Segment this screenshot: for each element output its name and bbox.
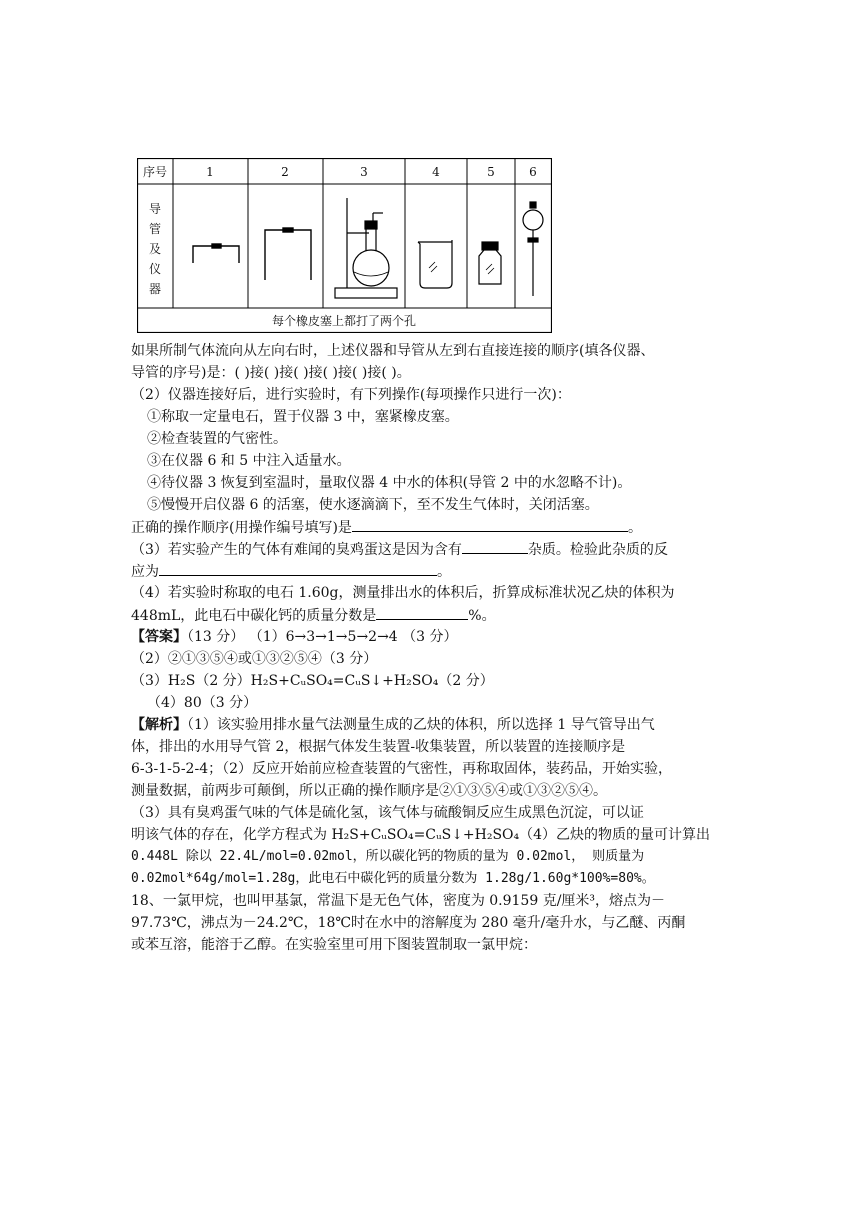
text-line [131,560,741,582]
bent-tube-long-icon [265,228,311,280]
column-number: 5 [487,165,495,179]
row-label-char: 器 [148,282,162,296]
row-label-char: 仪 [148,262,162,276]
apparatus-table-graphic [137,158,552,333]
column-number: 1 [206,165,214,179]
text-line [131,604,741,626]
flask-on-stand-icon [335,198,397,298]
gas-bottle-icon [479,242,501,284]
apparatus-table [137,158,552,333]
question-18-line: 97.73℃，沸点为－24.2℃，18℃时在水中的溶解度为 280 毫升/毫升水，与乙醚、丙酮 [131,915,686,931]
column-number: 4 [432,165,440,179]
text-segment: 杂质。检验此杂质的反 [527,542,668,558]
answer-blank[interactable] [352,516,628,532]
row-label-char: 及 [148,242,162,256]
answer-blank[interactable] [462,538,528,554]
separatory-funnel-icon [523,202,543,296]
text-segment: （3）若实验产生的气体有难闻的臭鸡蛋这是因为含有 [131,542,462,558]
text-line [131,516,741,538]
analysis-line [131,714,741,736]
question-18-line: 18、一氯甲烷，也叫甲基氯，常温下是无色气体，密度为 0.9159 克/厘米³，熔点为－ [131,893,666,909]
operation-item: ⑤慢慢开启仪器 6 的活塞，使水逐滴滴下，至不发生气体时，关闭活塞。 [147,497,599,513]
table-footer: 每个橡皮塞上都打了两个孔 [271,314,417,328]
text-segment: 448mL，此电石中碳化钙的质量分数是 [131,608,377,624]
answer-label: 【答案】 [131,629,187,645]
answer-line: （2）②①③⑤④或①③②⑤④（3 分） [131,651,378,667]
text-line: 导管的序号)是：( )接( )接( )接( )接( )接( )。 [131,365,411,381]
operation-item: ②检查装置的气密性。 [147,431,287,447]
operation-item: ④待仪器 3 恢复到室温时，量取仪器 4 中水的体积(导管 2 中的水忽略不计)。 [147,475,632,491]
column-number: 6 [529,165,537,179]
operation-item: ③在仪器 6 和 5 中注入适量水。 [147,453,351,469]
answer-blank[interactable] [376,604,468,620]
text-segment: 正确的操作顺序(用操作编号填写)是 [131,520,352,536]
text-line: 如果所制气体流向从左向右时，上述仪器和导管从左到右直接连接的顺序(填各仪器、 [131,343,655,359]
analysis-label: 【解析】 [131,717,187,733]
row-label-char: 导 [148,202,162,216]
column-number: 2 [281,165,289,179]
question-text [131,340,741,956]
text-segment: 。 [627,520,642,536]
answer-line: （3）H₂S（2 分）H₂S+CᵤSO₄=CᵤS↓+H₂SO₄（2 分） [131,673,494,689]
question-18-line: 或苯互溶，能溶于乙醇。在实验室里可用下图装置制取一氯甲烷： [131,937,537,953]
beaker-icon [418,240,452,288]
column-number: 3 [360,165,368,179]
analysis-text: （1）该实验用排水量气法测量生成的乙炔的体积，所以选择 1 导气管导出气 [187,717,655,733]
bent-tube-short-icon [193,244,239,263]
answer-line [131,626,741,648]
text-line: （4）若实验时称取的电石 1.60g，测量排出水的体积后，折算成标准状况乙炔的体积为 [131,585,675,601]
analysis-line: 明该气体的存在，化学方程式为 H₂S+CᵤSO₄=CᵤS↓+H₂SO₄（4）乙炔的物质的量可计算出 [131,827,711,843]
row-label-char: 管 [148,222,162,236]
analysis-line: 0.02mol*64g/mol=1.28g，此电石中碳化钙的质量分数为 1.28g/1.60g*100%=80%。 [131,871,655,886]
text-line: （2）仪器连接好后，进行实验时，有下列操作(每项操作只进行一次)： [131,387,571,403]
analysis-line: 体，排出的水用导气管 2，根据气体发生装置-收集装置，所以装置的连接顺序是 [131,739,626,755]
analysis-line: 6-3-1-5-2-4；（2）反应开始前应检查装置的气密性，再称取固体，装药品，开始实验， [131,761,673,777]
analysis-line: （3）具有臭鸡蛋气味的气体是硫化氢，该气体与硫酸铜反应生成黑色沉淀，可以证 [131,805,644,821]
text-segment: %。 [468,608,496,624]
answer-blank[interactable] [159,560,437,576]
answer-text: （13 分） （1）6→3→1→5→2→4 （3 分） [187,629,458,645]
text-segment: 应为 [131,564,159,580]
text-segment: 。 [437,564,451,580]
answer-line: （4）80（3 分） [147,695,258,711]
table-header-label: 序号 [142,165,168,179]
text-line [131,538,741,560]
operation-item: ①称取一定量电石，置于仪器 3 中，塞紧橡皮塞。 [147,409,459,425]
analysis-line: 测量数据，前两步可颠倒，所以正确的操作顺序是②①③⑤④或①③②⑤④。 [131,783,607,799]
analysis-line: 0.448L 除以 22.4L/mol=0.02mol，所以碳化钙的物质的量为 0.02mol， 则质量为 [131,849,645,864]
